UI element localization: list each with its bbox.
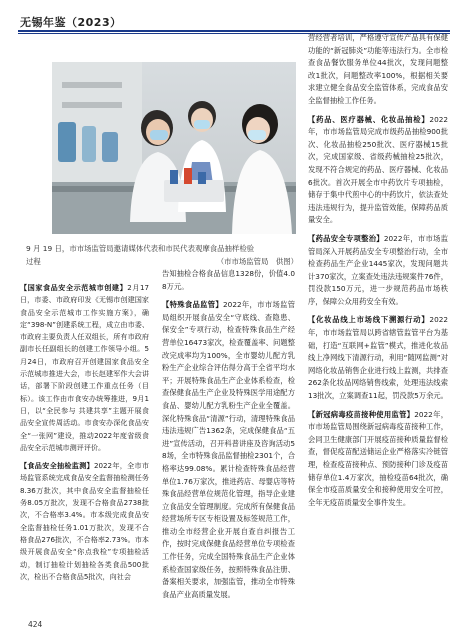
article-section — [162, 299, 295, 601]
photo-caption — [26, 242, 298, 268]
caption-source: （市市场监管局 供图） — [216, 257, 298, 266]
section-body: 2022年，市市场监管局完成市级药品抽检900批次、化妆品抽检250批次、医疗器械15批次，完成国家级、省级药械抽检25批次，发现不符合规定的药品、医疗器械、化妆品6批次。首次开展全市中药饮片专项抽检，储存于集中代煎中心的中药饮片，依法查处违法违规行为，提升监管效能，保障药品质量安全。 — [308, 114, 448, 225]
article-section — [20, 460, 149, 583]
article-section — [308, 114, 448, 227]
continued-text: 告知抽检合格食品信息1328份，价值4.08万元。 — [162, 269, 295, 291]
lab-inspection-photo — [52, 62, 296, 234]
section-body: 2022年，市市场监管局围绕新冠病毒疫苗接种工作，会同卫生健康部门开展疫苗接种质量监督检查，督促疫苗配送储运企业严格落实冷链管理，检查疫苗接种点、预防接种门诊及疫苗储存单位1.4万家次，抽检疫苗64批次，确保全市疫苗质量安全和接种使用安全可控，全年无疫苗质量安全事件发生。 — [308, 409, 448, 507]
continued-text: 营经营者培训，严格遵守宣传产品具有保健功能的“新冠肺炎”功能等违法行为。全市检查食品餐饮服务单位44批次，发现问题整改1批次，问题整改率100%，根据相关要求建立健全食品安全监管体系，完成食品安全监督抽检工作任务。 — [308, 33, 448, 105]
section-body: 2022年，全市市场监管系统完成食品安全监督抽检测任务8.36万批次，其中食品安全监督抽检任务8.05万批次，发现不合格食品2738批次，不合格率3.4%。市本级完成食品安全监督抽检任务1.01万批次，发现不合格食品276批次，不合格率2.73%。市本级开展食品安全“你点我检”专项抽检活动，制订抽检计划抽检各类食品500批次，检出不合格食品5批次，向社会 — [20, 461, 150, 581]
text-column-1 — [20, 282, 149, 583]
page-header-title: 无锡年鉴（2023） — [20, 16, 122, 29]
section-title: 【国家食品安全示范城市创建】 — [20, 283, 128, 292]
article-section — [308, 409, 448, 510]
section-title: 【药品安全专项整治】 — [308, 233, 384, 243]
text-column-3 — [308, 32, 448, 509]
section-title: 【药品、医疗器械、化妆品抽检】 — [308, 114, 430, 124]
section-body: 2022年，市市场监管局组织开展食品安全“守底线、查隐患、保安全”专项行动，检查特殊食品生产经营单位16473家次，检查覆盖率、问题整改完成率均为100%，全市婴幼儿配方乳粉生产企业综合评估得分高于全省平均水平；开展特殊食品生产企业体系检查，检查保健食品生产企业及特殊医学用途配方食品、婴幼儿配方乳粉生产企业全覆盖。深化特殊食品“清源”行动，清理特殊食品违法违规广告1362条，完成保健食品“五进”宣传活动，召开科普讲座及咨询活动58场，全市特殊食品监督抽检2301个，合格率达99.08%。累计检查特殊食品经营单位1.76万家次，推进药店、母婴店等特殊食品经营单位规范化管理，指导企业建立食品安全管理制度。完成所有保健食品经营场所专区专柜设置及标签规范工作，推动全市经营企业开展自查自纠报告工作，按时完成保健食品经营单位专项检查工作任务，完成全国特殊食品生产企业体系检查国家级任务，按照特殊食品注册、备案相关要求，加强监管，推动全市特殊食品产业高质量发展。 — [162, 300, 295, 599]
section-body: 2月17日，市委、市政府印发《无锡市创建国家食品安全示范城市工作实施方案》，确定“398-N”创建系统工程，成立由市委、市政府主要负责人任双组长，所有市政府副市长任副组长的创建工作领导小组。5月24日，市政府召开创建国家食品安全示范城市推进大会，市长赵建军作大会讲话，部署下阶段创建工作重点任务（目标）。该工作由市食安办统筹推进，9月1日，以“全民参与 共建共享”主题开展食品安全宣传周活动。市食安办深化食品安全“一张网”建设，推动2022年度省级食品安全示范城市测评评价。 — [20, 283, 149, 452]
section-title: 【特殊食品监管】 — [162, 300, 224, 310]
caption-line: 9 月 19 日，市市场监管局邀请媒体代表和市民代表观摩食品抽样检验 — [26, 244, 255, 253]
section-title: 【食品安全抽检监测】 — [20, 461, 94, 471]
article-section — [20, 282, 149, 454]
section-title: 【化妆品线上市场线下溯源行动】 — [308, 315, 430, 325]
section-title: 【新冠病毒疫苗接种使用监管】 — [308, 409, 415, 419]
text-column-2 — [162, 268, 295, 601]
article-section — [308, 233, 448, 309]
article-section — [308, 314, 448, 402]
section-body: 2022年，市市场监管局深入开展药品安全专项整治行动，全市检查药品生产企业1445家次，发现问题共计370家次，立案查处违法违规案件76件，罚没款150万元，进一步规范药品市场秩序，保障公众用药安全有效。 — [308, 233, 448, 306]
section-body: 2022年，市市场监管局以跨省辖管监管平台为基础，打造“互联网+监管”模式，推进化妆品线上净网线下清源行动，利用“随网监测”对网络化妆品销售企业进行线上监测，共排查262条化妆品网络销售线索，处理违法线索13批次，立案调查11起，罚没款5万余元。 — [308, 315, 448, 401]
page-number: 424 — [28, 620, 43, 629]
caption-line: 过程 — [26, 257, 41, 266]
